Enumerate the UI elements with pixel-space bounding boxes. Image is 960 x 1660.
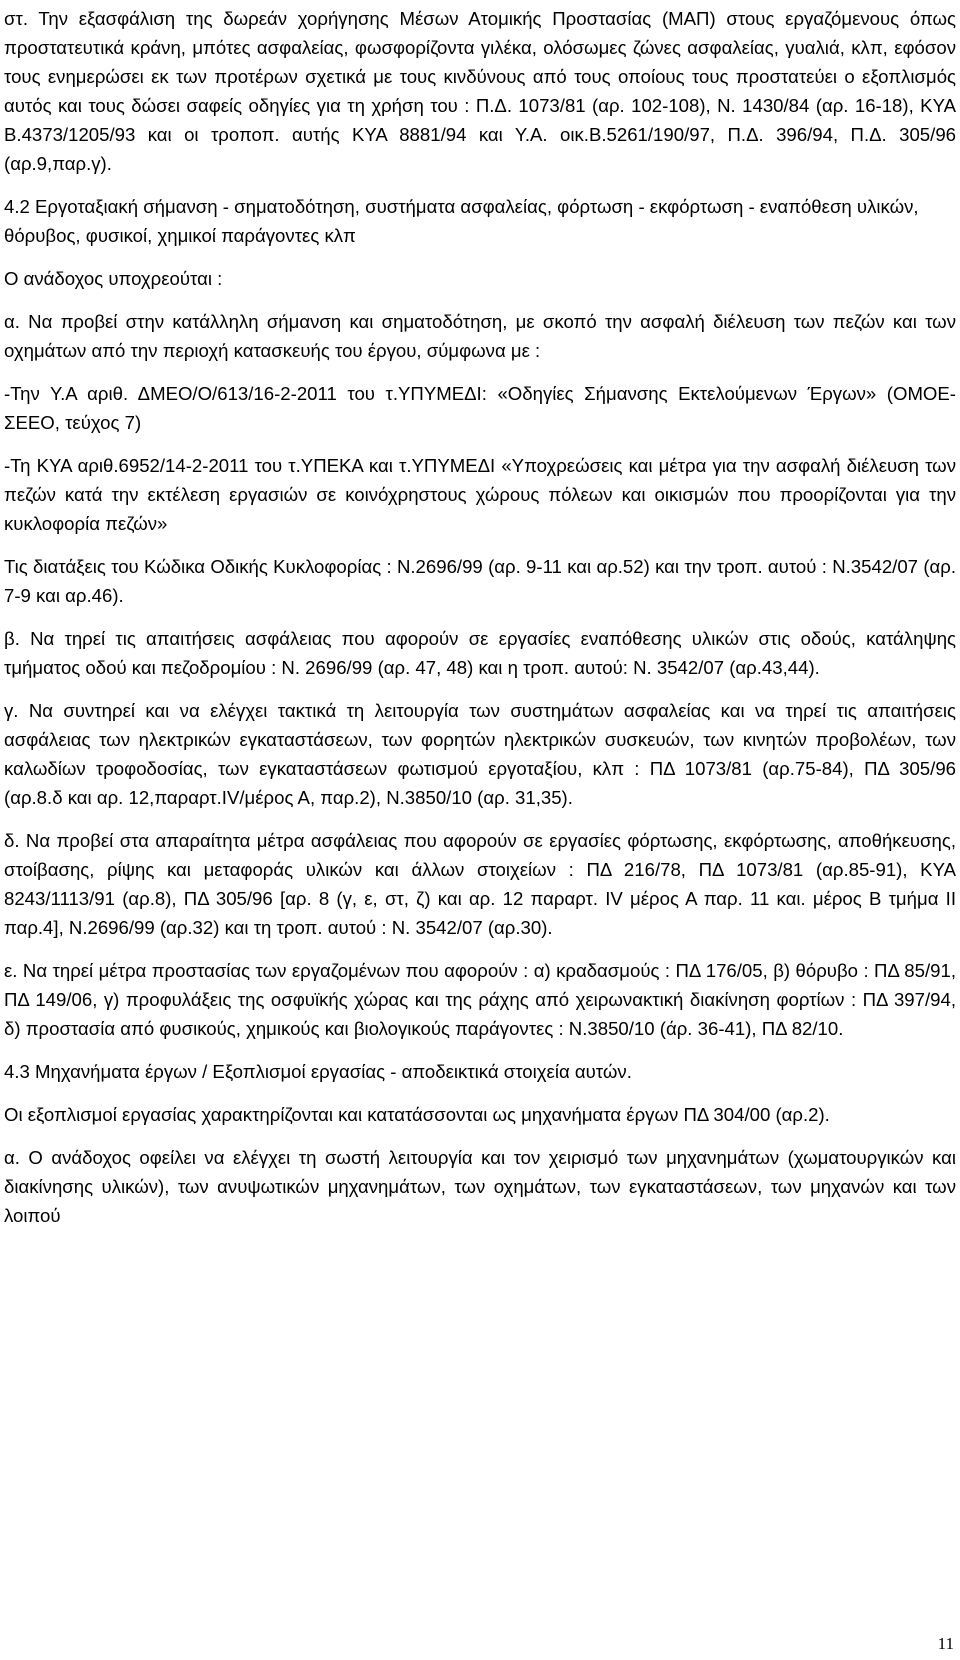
paragraph-joint-ministerial-decision: -Τη ΚΥΑ αριθ.6952/14-2-2011 του τ.ΥΠΕΚΑ και τ.ΥΠΥΜΕΔΙ «Υποχρεώσεις και μέτρα για την ασφαλή διέλευση των πεζών κατά την εκτέλεση εργασιών σε κοινόχρηστους χώρους πόλεων και οικισμών που προορίζονται για την κυκλοφορία πεζών»	[4, 455, 956, 534]
paragraph-c-safety-systems: γ. Να συντηρεί και να ελέγχει τακτικά τη λειτουργία των συστημάτων ασφαλείας και να τηρεί τις απαιτήσεις ασφάλειας των ηλεκτρικών εγκαταστάσεων, των φορητών ηλεκτρικών συσκευών, των κινητών προβολέων, των καλωδίων τροφοδοσίας, των εγκαταστάσεων φωτισμού εργοταξίου, κλπ : ΠΔ 1073/81 (αρ.75-84), ΠΔ 305/96 (αρ.8.δ και αρ. 12,παραρτ.IV/μέρος Α, παρ.2), Ν.3850/10 (αρ. 31,35).	[4, 700, 956, 808]
document-body	[4, 4, 956, 1244]
paragraph-a-machinery-check: α. Ο ανάδοχος οφείλει να ελέγχει τη σωστή λειτουργία και τον χειρισμό των μηχανημάτων (χωματουργικών και διακίνησης υλικών), των ανυψωτικών μηχανημάτων, των οχημάτων, των εγκαταστάσεων, των μηχανών και των λοιπού	[4, 1147, 956, 1226]
paragraph-b-material-deposit: β. Να τηρεί τις απαιτήσεις ασφάλειας που αφορούν σε εργασίες εναπόθεσης υλικών στις οδούς, κατάληψης τμήματος οδού και πεζοδρομίου : Ν. 2696/99 (αρ. 47, 48) και η τροπ. αυτού: Ν. 3542/07 (αρ.43,44).	[4, 628, 956, 678]
paragraph-ministerial-decision: -Την Υ.Α αριθ. ΔΜΕΟ/Ο/613/16-2-2011 του τ.ΥΠΥΜΕΔΙ: «Οδηγίες Σήμανσης Εκτελούμενων Έργων» (ΟΜΟΕ-ΣΕΕΟ, τεύχος 7)	[4, 383, 956, 433]
page-number: 11	[937, 1634, 954, 1653]
paragraph-d-loading-unloading: δ. Να προβεί στα απαραίτητα μέτρα ασφάλειας που αφορούν σε εργασίες φόρτωσης, εκφόρτωσης, αποθήκευσης, στοίβασης, ρίψης και μεταφοράς υλικών και άλλων στοιχείων : ΠΔ 216/78, ΠΔ 1073/81 (αρ.85-91), ΚΥΑ 8243/1113/91 (αρ.8), ΠΔ 305/96 [αρ. 8 (γ, ε, στ, ζ) και αρ. 12 παραρτ. IV μέρος Α παρ. 11 και. μέρος Β τμήμα ΙΙ παρ.4], Ν.2696/99 (αρ.32) και τη τροπ. αυτού : Ν. 3542/07 (αρ.30).	[4, 830, 956, 938]
section-heading-4-2: 4.2 Εργοταξιακή σήμανση - σηματοδότηση, συστήματα ασφαλείας, φόρτωση - εκφόρτωση - εναπόθεση υλικών, θόρυβος, φυσικοί, χημικοί παράγοντες κλπ	[4, 196, 919, 246]
paragraph-equipment-classification: Οι εξοπλισμοί εργασίας χαρακτηρίζονται και κατατάσσονται ως μηχανήματα έργων ΠΔ 304/00 (αρ.2).	[4, 1104, 830, 1125]
paragraph-st-ppe: στ. Την εξασφάλιση της δωρεάν χορήγησης Μέσων Ατομικής Προστασίας (ΜΑΠ) στους εργαζόμενους όπως προστατευτικά κράνη, μπότες ασφαλείας, φωσφορίζοντα γιλέκα, ολόσωμες ζώνες ασφαλείας, γυαλιά, κλπ, εφόσον τους ενημερώσει εκ των προτέρων σχετικά με τους κινδύνους από τους οποίους τους προστατεύει ο εξοπλισμός αυτός και τους δώσει σαφείς οδηγίες για τη χρήση του : Π.Δ. 1073/81 (αρ. 102-108), Ν. 1430/84 (αρ. 16-18), ΚΥΑ Β.4373/1205/93 και οι τροποπ. αυτής ΚΥΑ 8881/94 και Υ.Α. οικ.Β.5261/190/97, Π.Δ. 396/94, Π.Δ. 305/96 (αρ.9,παρ.γ).	[4, 8, 956, 174]
paragraph-e-worker-protection: ε. Να τηρεί μέτρα προστασίας των εργαζομένων που αφορούν : α) κραδασμούς : ΠΔ 176/05, β) θόρυβο : ΠΔ 85/91, ΠΔ 149/06, γ) προφυλάξεις της οσφυϊκής χώρας και της ράχης από χειρωνακτική διακίνηση φορτίων : ΠΔ 397/94, δ) προστασία από φυσικούς, χημικούς και βιολογικούς παράγοντες : Ν.3850/10 (άρ. 36-41), ΠΔ 82/10.	[4, 960, 956, 1039]
paragraph-contractor-obliged: Ο ανάδοχος υποχρεούται :	[4, 268, 223, 289]
paragraph-traffic-code: Τις διατάξεις του Κώδικα Οδικής Κυκλοφορίας : Ν.2696/99 (αρ. 9-11 και αρ.52) και την τροπ. αυτού : Ν.3542/07 (αρ. 7-9 και αρ.46).	[4, 556, 956, 606]
paragraph-a-signage: α. Να προβεί στην κατάλληλη σήμανση και σηματοδότηση, με σκοπό την ασφαλή διέλευση των πεζών και των οχημάτων από την περιοχή κατασκευής του έργου, σύμφωνα με :	[4, 311, 956, 361]
section-heading-4-3: 4.3 Μηχανήματα έργων / Εξοπλισμοί εργασίας - αποδεικτικά στοιχεία αυτών.	[4, 1061, 632, 1082]
